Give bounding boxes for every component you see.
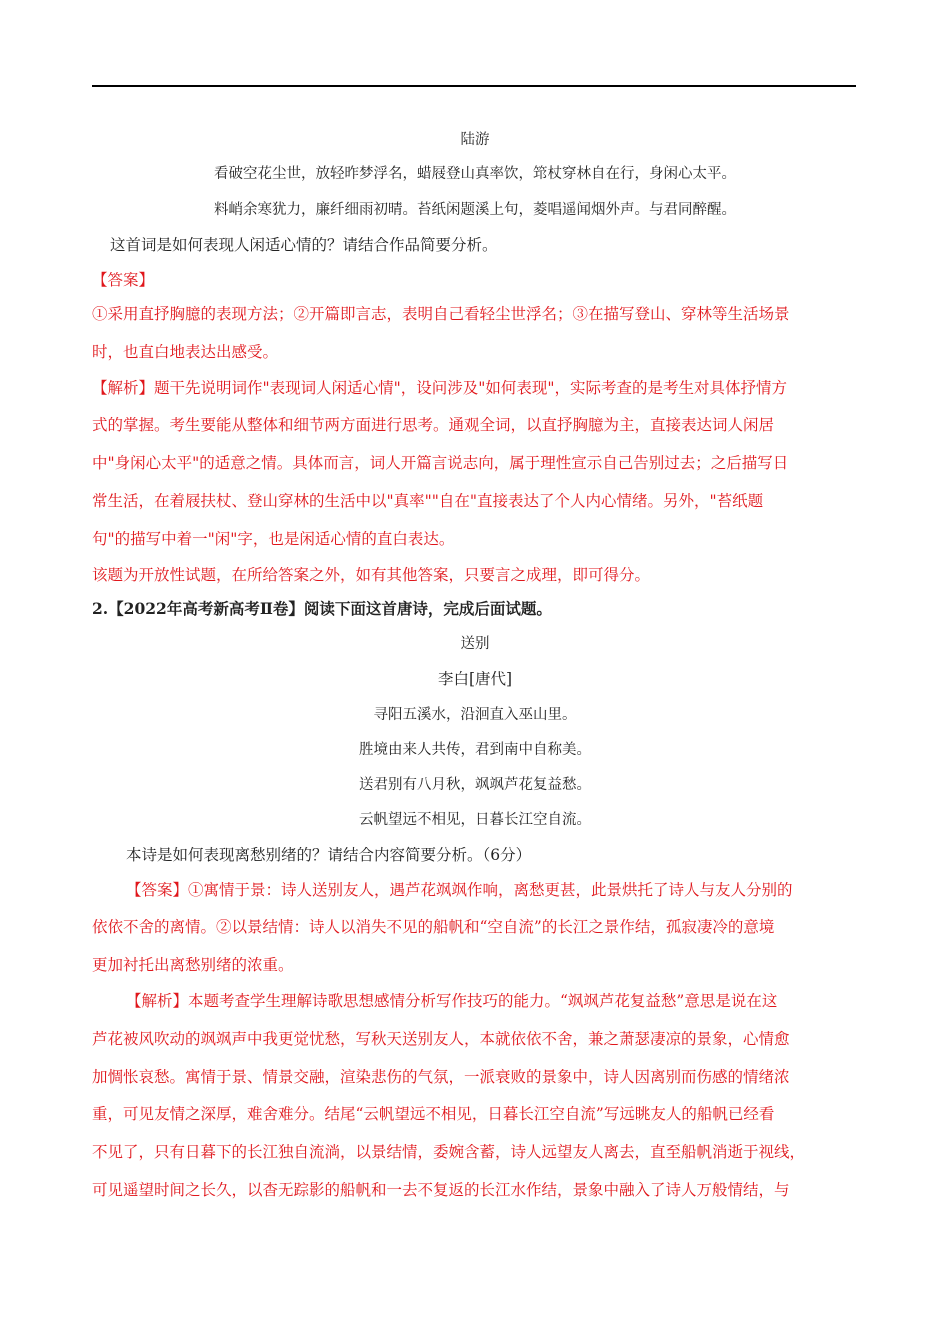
answer-line: ①采用直抒胸臆的表现方法；②开篇即言志，表明自己看轻尘世浮名；③在描写登山、穿林等生活场景 [92,305,790,323]
poem-line: 云帆望远不相见，日暮长江空自流。 [359,812,591,828]
analysis-line: 芦花被风吹动的飒飒声中我更觉忧愁，写秋天送别友人，本就依依不舍，兼之萧瑟凄凉的景象，心情愈 [92,1030,790,1048]
answer-line: 时，也直白地表达出感受。 [92,343,279,361]
poem-line: 送君别有八月秋，飒飒芦花复益愁。 [359,777,591,793]
poem-title: 送别 [460,636,490,652]
analysis-line: 中"身闲心太平"的适意之情。具体而言，词人开篇言说志向，属于理性宣示自己告别过去；之后描写日 [92,454,789,472]
analysis-line: 不见了，只有日暮下的长江独自流淌，以景结情，委婉含蓄，诗人远望友人离去，直至船帆消逝于视线， [92,1143,806,1161]
poem-author: 李白[唐代] [437,670,513,688]
analysis-line: 重，可见友情之深厚，难舍难分。结尾“云帆望远不相见，日暮长江空自流”写远眺友人的船帆已经看 [92,1105,775,1123]
answer-line: 更加衬托出离愁别绪的浓重。 [92,956,294,974]
answer-line: 【答案】①寓情于景：诗人送别友人，遇芦花飒飒作响，离愁更甚，此景烘托了诗人与友人分别的 [126,881,793,899]
analysis-line: 【解析】题干先说明词作"表现词人闲适心情"，设问涉及"如何表现"，实际考查的是考生对具体抒情方 [92,379,788,397]
answer-tag: 【答案】 [92,271,155,289]
analysis-line: 可见遥望时间之长久，以杳无踪影的船帆和一去不复返的长江水作结，景象中融入了诗人万般情结，与 [92,1181,790,1199]
analysis-line: 【解析】本题考查学生理解诗歌思想感情分析写作技巧的能力。“飒飒芦花复益愁”意思是说在这 [126,992,778,1010]
analysis-line: 式的掌握。考生要能从整体和细节两方面进行思考。通观全词，以直抒胸臆为主，直接表达词人闲居 [92,416,775,434]
question-text: 这首词是如何表现人闲适心情的？请结合作品简要分析。 [110,236,498,254]
poem-author: 陆游 [460,132,490,148]
scoring-note: 该题为开放性试题，在所给答案之外，如有其他答案，只要言之成理，即可得分。 [92,566,651,584]
question-heading: 2.【2022年高考新高考Ⅱ卷】阅读下面这首唐诗，完成后面试题。 [92,599,552,618]
poem-line: 看破空花尘世，放轻昨梦浮名，蜡屐登山真率饮，筇杖穿林自在行，身闲心太平。 [214,166,736,182]
question-text: 本诗是如何表现离愁别绪的？请结合内容简要分析。（6分） [126,846,532,864]
poem-line: 寻阳五溪水，沿洄直入巫山里。 [373,707,577,723]
analysis-line: 常生活，在着屐扶杖、登山穿林的生活中以"真率""自在"直接表达了个人内心情绪。另外，"苔纸题 [92,492,764,510]
answer-line: 依依不舍的离情。②以景结情：诗人以消失不见的船帆和“空自流”的长江之景作结，孤寂凄冷的意境 [92,918,775,936]
header-rule [92,85,856,87]
analysis-line: 加惆怅哀愁。寓情于景、情景交融，渲染悲伤的气氛，一派衰败的景象中，诗人因离别而伤感的情绪浓 [92,1068,790,1086]
poem-line: 料峭余寒犹力，廉纤细雨初晴。苔纸闲题溪上句，菱唱遥闻烟外声。与君同醉醒。 [214,202,736,218]
poem-line: 胜境由来人共传，君到南中自称美。 [359,742,591,758]
analysis-line: 句"的描写中着一"闲"字，也是闲适心情的直白表达。 [92,530,455,548]
